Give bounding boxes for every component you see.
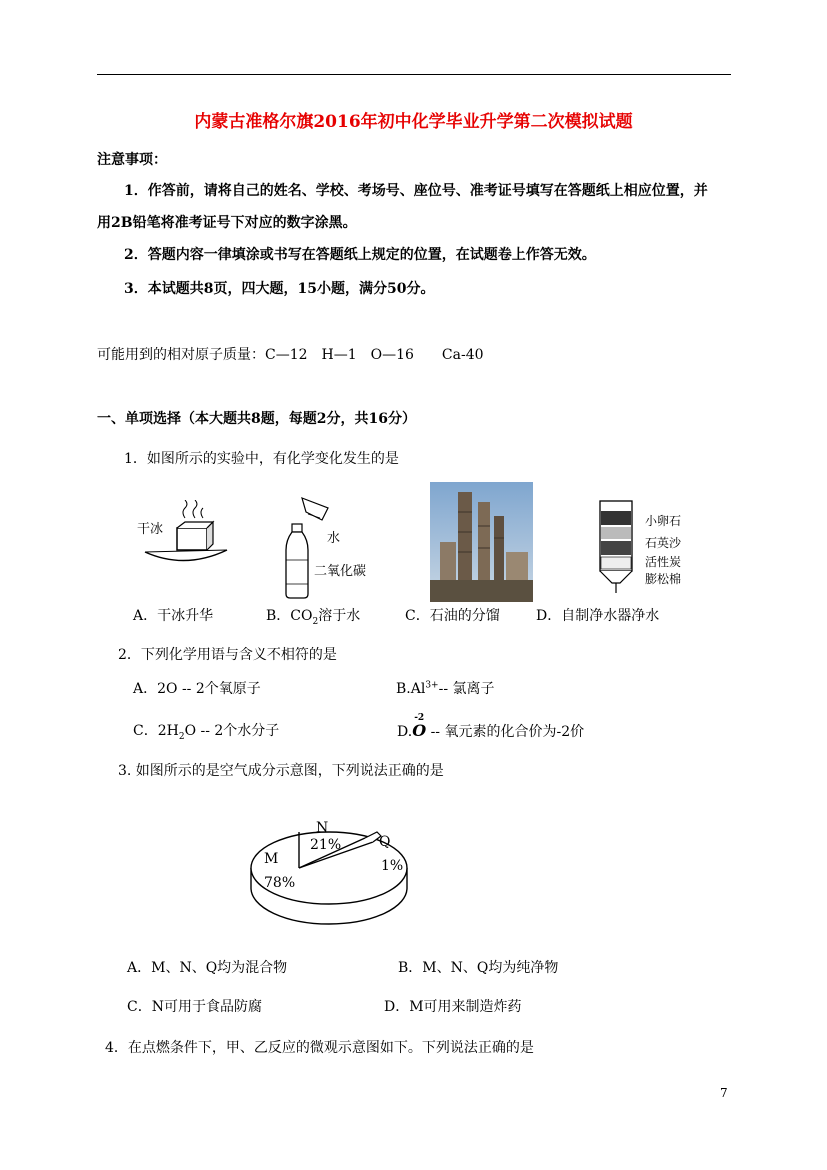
q1-figure-refinery-photo: [430, 482, 533, 602]
q1-option-c: C．石油的分馏: [405, 608, 500, 624]
notice-item-2: 2．答题内容一律填涂或书写在答题纸上规定的位置，在试题卷上作答无效。: [124, 247, 596, 263]
q3-option-a: A．M、N、Q均为混合物: [127, 960, 288, 976]
q3-option-c: C．N可用于食品防腐: [127, 999, 262, 1015]
q2-option-c: C．$2H_2O -- 2$个水分子: [133, 723, 280, 742]
q1-option-d: D．自制净水器净水: [536, 608, 660, 624]
page-number: 7: [720, 1086, 728, 1100]
q2-option-d-charge: -2: [414, 713, 425, 723]
q3-pie-n-label: N: [316, 820, 329, 836]
q4-stem: 4．在点燃条件下，甲、乙反应的微观示意图如下。下列说法正确的是: [105, 1040, 534, 1056]
q2-stem: 2．下列化学用语与含义不相符的是: [118, 647, 337, 663]
notice-item-1-line-2: 用2B铅笔将准考证号下对应的数字涂黑。: [97, 215, 357, 231]
atomic-masses: 可能用到的相对原子质量：C—12 H—1 O—16 Ca-40: [97, 347, 484, 363]
q2-option-a: A．2O -- 2个氧原子: [133, 681, 261, 697]
q1-filter-layer-cotton: 膨松棉: [645, 572, 682, 586]
q2-option-d: D. -2 O -- 氧元素的化合价为-2价: [397, 722, 584, 741]
q1-figure-b-label-water: 水: [327, 531, 341, 546]
notice-item-1-line-1: 1．作答前，请将自己的姓名、学校、考场号、座位号、准考证号填写在答题纸上相应位置，并: [124, 183, 708, 199]
q3-pie-q-label: Q: [379, 834, 391, 850]
q1-figure-water-filter: [596, 497, 636, 595]
q3-pie-n-value: 21%: [310, 837, 342, 853]
q3-option-b: B．M、N、Q均为纯净物: [398, 960, 559, 976]
q1-figure-b-label-co2: 二氧化碳: [314, 564, 367, 579]
q1-filter-layer-activated-carbon: 活性炭: [645, 555, 682, 569]
q1-figure-a-label: 干冰: [137, 522, 164, 537]
q1-filter-layer-quartz-sand: 石英沙: [645, 536, 682, 550]
q2-option-b: $B.Al^{3+}--$ 氯离子: [396, 680, 495, 697]
q3-pie-m-label: M: [264, 851, 279, 867]
notice-item-3: 3．本试题共8页，四大题，15小题，满分50分。: [124, 281, 435, 297]
q1-figure-bottle: [280, 494, 340, 602]
q3-stem: 3. 如图所示的是空气成分示意图，下列说法正确的是: [118, 763, 444, 779]
q3-pie-m-value: 78%: [264, 875, 296, 891]
header-rule: [97, 74, 731, 75]
page-title: 内蒙古准格尔旗2016年初中化学毕业升学第二次模拟试题: [194, 112, 633, 132]
q1-option-a: A．干冰升华: [133, 608, 214, 624]
q3-option-d: D．M可用来制造炸药: [384, 999, 522, 1015]
q1-filter-layer-pebbles: 小卵石: [645, 514, 682, 528]
notice-heading: 注意事项：: [97, 152, 167, 168]
q3-pie-q-value: 1%: [381, 858, 404, 874]
section-1-heading: 一、单项选择（本大题共8题，每题2分，共16分）: [97, 411, 416, 427]
q1-stem: 1．如图所示的实验中，有化学变化发生的是: [124, 451, 399, 467]
q1-option-b: B．$CO_2$溶于水: [266, 608, 361, 627]
